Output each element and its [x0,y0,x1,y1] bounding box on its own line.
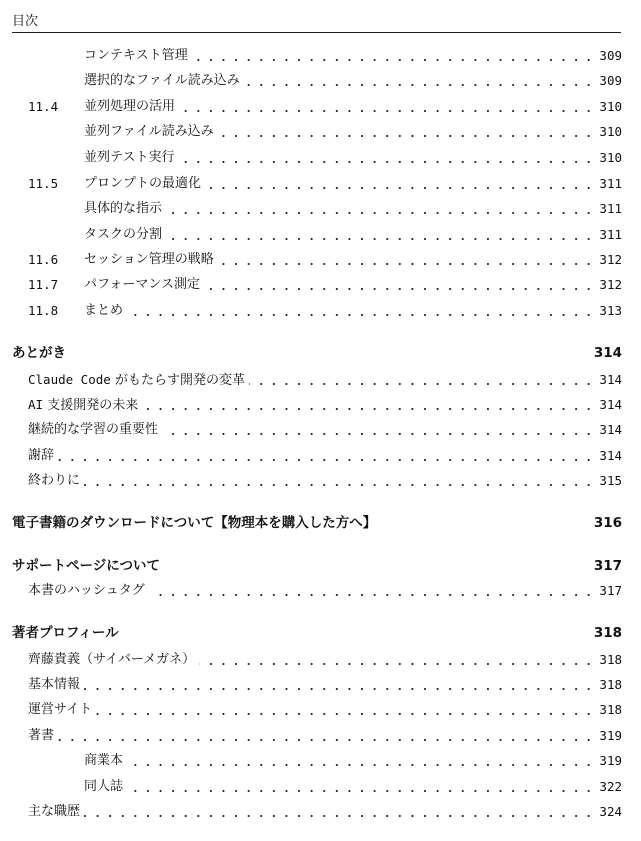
entry-number: 11.7 [28,277,59,292]
page-number: 318 [590,623,622,643]
toc-entry[interactable] [0,446,641,466]
page-number: 311 [595,225,622,245]
dot-leader [84,815,595,817]
page-number: 309 [595,46,622,66]
dot-leader [205,187,595,189]
toc-entry[interactable] [0,122,641,142]
dot-leader [178,161,595,163]
entry-title: セッション管理の戦略 [84,250,218,270]
toc-chapter-entry[interactable] [0,343,641,363]
dot-leader [127,314,595,316]
entry-number: 11.5 [28,176,59,191]
header-title: 目次 [12,14,39,29]
page-number: 318 [595,650,622,670]
dot-leader [166,212,595,214]
dot-leader [218,263,595,265]
toc-entry[interactable] [0,225,641,245]
entry-title-code: AI [28,397,44,412]
entry-title: タスクの分割 [84,225,166,245]
toc-entry[interactable] [0,420,641,440]
toc-entry[interactable] [0,802,641,822]
entry-title: 同人誌 [84,777,127,797]
dot-leader [127,764,595,766]
page-number: 317 [590,556,622,576]
entry-title: プロンプトの最適化 [84,174,205,194]
toc-entry[interactable] [0,199,641,219]
entry-title: 並列テスト実行 [84,148,178,168]
toc-entry[interactable] [0,148,641,168]
entry-title: 終わりに [28,471,84,491]
toc-entry[interactable] [0,751,641,771]
entry-title: 著者プロフィール [12,623,123,643]
dot-leader [96,713,595,715]
dot-leader [127,790,595,792]
entry-number: 11.8 [28,303,59,318]
entry-title: 商業本 [84,751,127,771]
entry-title: 継続的な学習の重要性 [28,420,162,440]
toc-entry[interactable] [0,471,641,491]
dot-leader [149,594,595,596]
page-number: 314 [595,420,622,440]
dot-leader [166,238,595,240]
dot-leader [142,408,595,410]
toc-entry[interactable] [0,650,641,670]
entry-title: 謝辞 [28,446,58,466]
entry-title: まとめ [84,301,127,321]
entry-title: 並列ファイル読み込み [84,122,218,142]
page-number: 312 [595,250,622,270]
toc-entry[interactable] [0,726,641,746]
dot-leader [249,383,595,385]
page-number: 322 [595,777,622,797]
entry-title: 電子書籍のダウンロードについて【物理本を購入した方へ】 [12,513,380,533]
entry-title: 齊藤貴義（サイバーメガネ） [28,650,199,670]
page-number: 319 [595,751,622,771]
dot-leader [162,433,595,435]
entry-title [28,370,249,391]
entry-title: 基本情報 [28,675,84,695]
page-number: 311 [595,199,622,219]
dot-leader [204,288,595,290]
page-number: 310 [595,122,622,142]
toc-chapter-entry[interactable] [0,623,641,643]
entry-title-code: Claude Code [28,372,111,387]
page-number: 310 [595,148,622,168]
toc-entry[interactable] [0,370,641,390]
page-number: 314 [595,446,622,466]
page-number: 314 [590,343,622,363]
toc-entry[interactable] [0,97,641,117]
entry-title: サポートページについて [12,556,164,576]
toc-entry[interactable] [0,395,641,415]
dot-leader [218,135,595,137]
entry-title: 主な職歴 [28,802,84,822]
toc-entry[interactable] [0,71,641,91]
page-number: 324 [595,802,622,822]
dot-leader [199,663,595,665]
dot-leader [179,110,595,112]
entry-title: 著書 [28,726,58,746]
toc-entry[interactable] [0,777,641,797]
toc-entry[interactable] [0,46,641,66]
toc-entry[interactable] [0,700,641,720]
entry-title: コンテキスト管理 [84,46,192,66]
page-number: 313 [595,301,622,321]
toc-entry[interactable] [0,275,641,295]
entry-title [28,395,142,416]
page-number: 318 [595,700,622,720]
page-number: 315 [595,471,622,491]
entry-title: 本書のハッシュタグ [28,581,149,601]
toc-chapter-entry[interactable] [0,556,641,576]
running-header [12,14,621,33]
dot-leader [192,59,595,61]
dot-leader [84,484,595,486]
page-number: 317 [595,581,622,601]
page-number: 309 [595,71,622,91]
entry-title: 具体的な指示 [84,199,166,219]
entry-title-text: 支援開発の未来 [47,398,139,413]
entry-title-text: がもたらす開発の変革 [114,373,245,388]
entry-number: 11.4 [28,99,59,114]
entry-title: あとがき [12,343,70,363]
toc-entry[interactable] [0,675,641,695]
page-number: 312 [595,275,622,295]
page-number: 310 [595,97,622,117]
toc-chapter-entry[interactable] [0,513,641,533]
entry-title: 並列処理の活用 [84,97,179,117]
entry-title: パフォーマンス測定 [84,275,204,295]
toc-entry[interactable] [0,174,641,194]
page-number: 311 [595,174,622,194]
toc-entry[interactable] [0,301,641,321]
entry-title: 選択的なファイル読み込み [84,71,244,91]
dot-leader [84,688,595,690]
toc-entry[interactable] [0,581,641,601]
page-number: 318 [595,675,622,695]
entry-title: 運営サイト [28,700,96,720]
toc-entry[interactable] [0,250,641,270]
dot-leader [58,739,595,741]
page-number: 314 [595,395,622,415]
dot-leader [58,459,595,461]
entry-number: 11.6 [28,252,59,267]
dot-leader [244,84,595,86]
page-number: 319 [595,726,622,746]
page-number: 314 [595,370,622,390]
page-number: 316 [590,513,622,533]
